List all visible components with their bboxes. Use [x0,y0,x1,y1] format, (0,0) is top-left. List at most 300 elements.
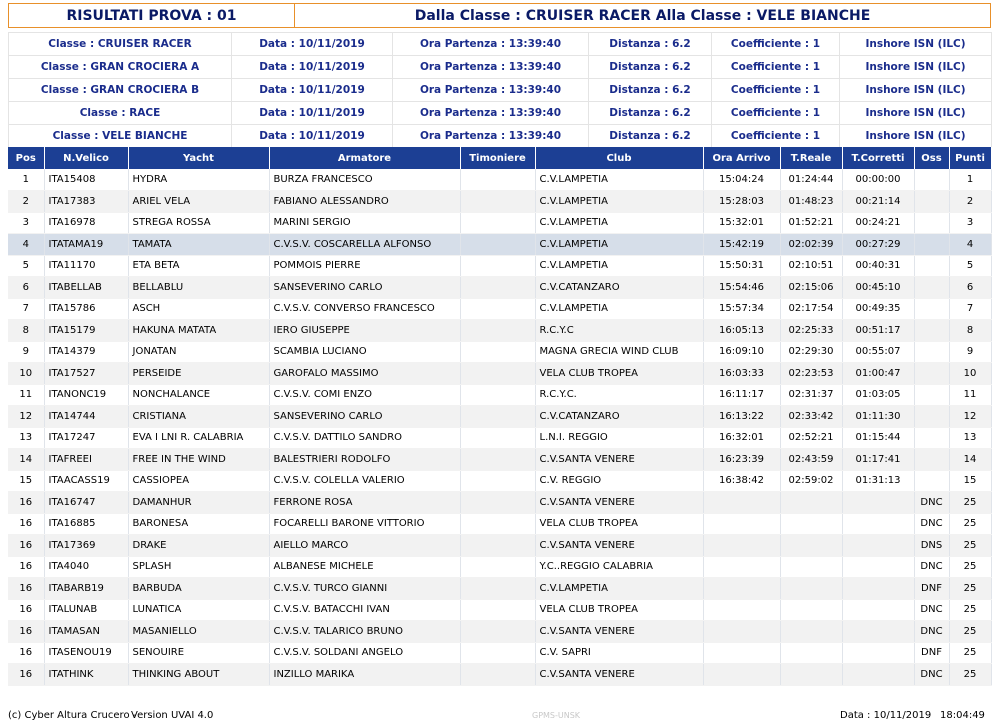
result-row [8,234,991,256]
result-cell: 25 [949,642,991,664]
result-cell: ITATHINK [44,664,128,686]
result-cell: AIELLO MARCO [269,535,460,557]
result-cell: 16:23:39 [703,449,780,471]
column-header: Punti [949,147,991,169]
result-cell: ITATAMA19 [44,234,128,256]
class-coefficient: Coefficiente : 1 [712,79,840,102]
result-cell [780,513,842,535]
result-cell: C.V.LAMPETIA [535,578,703,600]
result-cell: ITA15786 [44,298,128,320]
result-cell: THINKING ABOUT [128,664,269,686]
column-header: T.Reale [780,147,842,169]
result-cell: GAROFALO MASSIMO [269,363,460,385]
result-row [8,255,991,277]
result-cell: 16:13:22 [703,406,780,428]
result-cell: 01:00:47 [842,363,914,385]
class-start-time: Ora Partenza : 13:39:40 [393,33,589,56]
result-cell: 00:49:35 [842,298,914,320]
result-cell: 6 [8,277,44,299]
result-cell: 15 [949,470,991,492]
result-cell: DNC [914,621,949,643]
result-cell: 01:11:30 [842,406,914,428]
result-cell: TAMATA [128,234,269,256]
result-cell [842,621,914,643]
class-row [9,79,992,102]
class-info-table [8,32,992,148]
result-cell: 5 [949,255,991,277]
result-cell: 15:28:03 [703,191,780,213]
result-cell: 00:51:17 [842,320,914,342]
result-cell [914,449,949,471]
result-cell: CASSIOPEA [128,470,269,492]
result-cell: ITA16978 [44,212,128,234]
result-cell: 01:48:23 [780,191,842,213]
result-cell [460,191,535,213]
result-row [8,363,991,385]
result-cell: 16 [8,556,44,578]
result-cell: BALESTRIERI RODOLFO [269,449,460,471]
result-cell: ITA4040 [44,556,128,578]
result-cell: C.V.LAMPETIA [535,255,703,277]
result-cell [914,169,949,191]
result-cell [460,513,535,535]
result-cell: ITA15179 [44,320,128,342]
result-cell: ITAACASS19 [44,470,128,492]
result-cell: L.N.I. REGGIO [535,427,703,449]
result-cell: MASANIELLO [128,621,269,643]
result-cell [780,599,842,621]
result-cell: 10 [949,363,991,385]
result-cell: DNC [914,599,949,621]
class-distance: Distanza : 6.2 [589,79,712,102]
class-distance: Distanza : 6.2 [589,125,712,148]
result-cell: ITAMASAN [44,621,128,643]
class-row [9,125,992,148]
result-cell: VELA CLUB TROPEA [535,363,703,385]
result-cell: FREE IN THE WIND [128,449,269,471]
class-rating: Inshore ISN (ILC) [840,79,992,102]
result-cell [703,599,780,621]
result-cell: 25 [949,621,991,643]
class-date: Data : 10/11/2019 [232,79,393,102]
result-cell: 2 [949,191,991,213]
result-cell: ITASENOU19 [44,642,128,664]
class-name: Classe : GRAN CROCIERA A [9,56,232,79]
result-cell: 1 [8,169,44,191]
result-cell: 15:50:31 [703,255,780,277]
result-cell: 9 [8,341,44,363]
result-cell: 25 [949,513,991,535]
footer-credits: (c) Cyber Altura Crucero - [8,710,137,721]
result-cell [460,406,535,428]
result-row [8,427,991,449]
result-cell [460,535,535,557]
result-cell: C.V.S.V. CONVERSO FRANCESCO [269,298,460,320]
result-cell: 02:33:42 [780,406,842,428]
result-cell [460,621,535,643]
class-date: Data : 10/11/2019 [232,56,393,79]
result-cell: C.V.S.V. COSCARELLA ALFONSO [269,234,460,256]
class-rating: Inshore ISN (ILC) [840,33,992,56]
result-cell: DNS [914,535,949,557]
result-cell: 8 [949,320,991,342]
result-cell: 7 [949,298,991,320]
result-cell: ITA17383 [44,191,128,213]
column-header: Club [535,147,703,169]
result-cell: 01:17:41 [842,449,914,471]
result-cell: 16 [8,578,44,600]
result-cell: ASCH [128,298,269,320]
result-row [8,556,991,578]
result-cell [703,556,780,578]
result-cell: 02:15:06 [780,277,842,299]
result-cell: C.V.S.V. DATTILO SANDRO [269,427,460,449]
result-cell [780,664,842,686]
result-cell: C.V.LAMPETIA [535,212,703,234]
result-cell [460,234,535,256]
result-cell [703,535,780,557]
result-cell: 15:54:46 [703,277,780,299]
result-cell: FABIANO ALESSANDRO [269,191,460,213]
result-row [8,470,991,492]
result-cell [842,642,914,664]
result-cell: 16 [8,492,44,514]
result-cell [460,298,535,320]
result-cell: DNC [914,664,949,686]
result-cell: 16 [8,535,44,557]
result-cell: 15 [8,470,44,492]
result-cell [914,234,949,256]
class-start-time: Ora Partenza : 13:39:40 [393,79,589,102]
result-cell: INZILLO MARIKA [269,664,460,686]
column-header: Yacht [128,147,269,169]
result-cell: 25 [949,578,991,600]
result-cell: LUNATICA [128,599,269,621]
column-header: Oss [914,147,949,169]
result-cell [460,470,535,492]
result-cell: 13 [8,427,44,449]
class-coefficient: Coefficiente : 1 [712,56,840,79]
class-rating: Inshore ISN (ILC) [840,56,992,79]
result-cell: 16:03:33 [703,363,780,385]
result-row [8,664,991,686]
result-cell [460,664,535,686]
result-cell: C.V.S.V. TALARICO BRUNO [269,621,460,643]
result-cell [460,384,535,406]
result-cell: 11 [949,384,991,406]
result-cell: NONCHALANCE [128,384,269,406]
result-cell: C.V.LAMPETIA [535,298,703,320]
result-cell [842,535,914,557]
result-cell: ITA17527 [44,363,128,385]
result-cell: ITABARB19 [44,578,128,600]
result-row [8,642,991,664]
result-cell: 14 [8,449,44,471]
result-row [8,535,991,557]
result-cell: C.V. SAPRI [535,642,703,664]
result-cell: STREGA ROSSA [128,212,269,234]
result-cell: DAMANHUR [128,492,269,514]
result-cell: 6 [949,277,991,299]
result-cell [914,277,949,299]
result-cell [703,492,780,514]
result-cell: 9 [949,341,991,363]
result-cell [780,556,842,578]
result-cell: ITA15408 [44,169,128,191]
result-cell: Y.C..REGGIO CALABRIA [535,556,703,578]
result-cell: MARINI SERGIO [269,212,460,234]
result-cell: HAKUNA MATATA [128,320,269,342]
result-cell: R.C.Y.C [535,320,703,342]
class-range-title: Dalla Classe : CRUISER RACER Alla Classe : VELE BIANCHE [414,7,871,24]
class-distance: Distanza : 6.2 [589,56,712,79]
result-cell [914,341,949,363]
result-cell: 16 [8,599,44,621]
result-cell: 8 [8,320,44,342]
result-cell: C.V.S.V. COMI ENZO [269,384,460,406]
column-header: Ora Arrivo [703,147,780,169]
result-cell: C.V. REGGIO [535,470,703,492]
result-cell: 00:55:07 [842,341,914,363]
column-header: N.Velico [44,147,128,169]
result-cell: 02:10:51 [780,255,842,277]
result-cell: 02:17:54 [780,298,842,320]
result-cell: 2 [8,191,44,213]
result-cell [703,513,780,535]
result-cell: 00:45:10 [842,277,914,299]
result-cell [842,599,914,621]
result-cell: 02:23:53 [780,363,842,385]
result-cell: 16:05:13 [703,320,780,342]
result-cell: FOCARELLI BARONE VITTORIO [269,513,460,535]
result-cell [780,621,842,643]
result-cell [460,642,535,664]
result-cell: SCAMBIA LUCIANO [269,341,460,363]
result-cell [914,212,949,234]
result-cell: 4 [8,234,44,256]
result-cell [914,191,949,213]
result-cell [914,384,949,406]
result-cell: 12 [8,406,44,428]
result-cell [914,406,949,428]
result-cell: 16:32:01 [703,427,780,449]
result-cell: ETA BETA [128,255,269,277]
result-cell: SANSEVERINO CARLO [269,406,460,428]
class-name: Classe : RACE [9,102,232,125]
result-cell: 25 [949,556,991,578]
result-row [8,384,991,406]
result-cell: ITA14379 [44,341,128,363]
result-cell: 5 [8,255,44,277]
result-cell: 1 [949,169,991,191]
footer-time: 18:04:49 [940,710,985,721]
result-cell: C.V.CATANZARO [535,277,703,299]
result-cell [460,341,535,363]
result-row [8,449,991,471]
result-cell: 15:04:24 [703,169,780,191]
class-date: Data : 10/11/2019 [232,125,393,148]
result-cell: C.V.LAMPETIA [535,169,703,191]
class-row [9,56,992,79]
result-cell: C.V.SANTA VENERE [535,492,703,514]
class-coefficient: Coefficiente : 1 [712,33,840,56]
result-cell: ALBANESE MICHELE [269,556,460,578]
result-cell [460,556,535,578]
result-cell: 02:43:59 [780,449,842,471]
class-date: Data : 10/11/2019 [232,33,393,56]
result-cell [703,642,780,664]
result-cell: BARBUDA [128,578,269,600]
result-cell: IERO GIUSEPPE [269,320,460,342]
result-row [8,277,991,299]
result-cell: C.V.S.V. COLELLA VALERIO [269,470,460,492]
result-cell [460,492,535,514]
result-cell: 01:52:21 [780,212,842,234]
result-cell: 10 [8,363,44,385]
result-cell: DNF [914,642,949,664]
result-cell: 25 [949,535,991,557]
result-cell: 25 [949,599,991,621]
result-cell: 16 [8,621,44,643]
result-cell: VELA CLUB TROPEA [535,513,703,535]
result-cell: JONATAN [128,341,269,363]
result-cell: ITA11170 [44,255,128,277]
result-cell: 15:32:01 [703,212,780,234]
result-cell [460,277,535,299]
result-cell [780,642,842,664]
result-cell: 00:00:00 [842,169,914,191]
result-cell: 02:31:37 [780,384,842,406]
result-cell: 16 [8,513,44,535]
result-row [8,578,991,600]
result-cell [703,621,780,643]
results-header [8,3,991,28]
result-cell: VELA CLUB TROPEA [535,599,703,621]
result-cell: C.V.SANTA VENERE [535,449,703,471]
result-cell: C.V.SANTA VENERE [535,535,703,557]
result-cell: C.V.SANTA VENERE [535,664,703,686]
footer [8,708,991,724]
result-cell: SANSEVERINO CARLO [269,277,460,299]
result-cell: 14 [949,449,991,471]
result-cell: 15:57:34 [703,298,780,320]
class-rating: Inshore ISN (ILC) [840,102,992,125]
result-cell: C.V.SANTA VENERE [535,621,703,643]
class-name: Classe : GRAN CROCIERA B [9,79,232,102]
result-cell: 16:38:42 [703,470,780,492]
result-cell: 12 [949,406,991,428]
result-cell: 11 [8,384,44,406]
result-cell [460,255,535,277]
result-cell: PERSEIDE [128,363,269,385]
result-cell: 00:24:21 [842,212,914,234]
result-cell: 15:42:19 [703,234,780,256]
result-cell: 00:40:31 [842,255,914,277]
result-row [8,191,991,213]
result-cell: ARIEL VELA [128,191,269,213]
class-start-time: Ora Partenza : 13:39:40 [393,102,589,125]
result-cell [780,578,842,600]
result-cell [914,255,949,277]
result-cell [460,427,535,449]
result-cell [842,664,914,686]
result-cell [780,535,842,557]
result-cell [460,578,535,600]
result-cell: 02:52:21 [780,427,842,449]
result-cell: C.V.CATANZARO [535,406,703,428]
result-cell: ITAFREEI [44,449,128,471]
result-cell: C.V.S.V. TURCO GIANNI [269,578,460,600]
results-title: RISULTATI PROVA : 01 [9,4,295,27]
result-cell: SPLASH [128,556,269,578]
result-cell: ITA17369 [44,535,128,557]
result-cell [460,363,535,385]
result-cell: ITA16885 [44,513,128,535]
result-cell [914,320,949,342]
result-cell [460,169,535,191]
result-cell: 01:24:44 [780,169,842,191]
result-row [8,492,991,514]
result-cell: DNC [914,556,949,578]
result-cell: 16:09:10 [703,341,780,363]
result-cell: ITABELLAB [44,277,128,299]
result-cell: 25 [949,492,991,514]
results-table [8,147,992,686]
result-cell: 02:29:30 [780,341,842,363]
result-row [8,513,991,535]
result-cell: BELLABLU [128,277,269,299]
result-cell [914,470,949,492]
result-cell [460,212,535,234]
result-cell: 00:21:14 [842,191,914,213]
result-cell: ITA14744 [44,406,128,428]
result-cell: 02:59:02 [780,470,842,492]
class-coefficient: Coefficiente : 1 [712,125,840,148]
result-cell: MAGNA GRECIA WIND CLUB [535,341,703,363]
result-cell: 02:25:33 [780,320,842,342]
result-cell: 16 [8,664,44,686]
class-row [9,102,992,125]
result-cell: 01:03:05 [842,384,914,406]
result-cell: R.C.Y.C. [535,384,703,406]
result-cell: CRISTIANA [128,406,269,428]
result-cell: DRAKE [128,535,269,557]
class-name: Classe : VELE BIANCHE [9,125,232,148]
result-row [8,298,991,320]
result-cell [703,664,780,686]
result-cell: BURZA FRANCESCO [269,169,460,191]
result-cell: 01:15:44 [842,427,914,449]
column-header: Pos [8,147,44,169]
result-cell: 16 [8,642,44,664]
result-cell [914,298,949,320]
result-cell: DNC [914,492,949,514]
result-cell: SENOUIRE [128,642,269,664]
class-coefficient: Coefficiente : 1 [712,102,840,125]
footer-version: Version UVAI 4.0 [131,710,214,721]
class-start-time: Ora Partenza : 13:39:40 [393,125,589,148]
class-row [9,33,992,56]
result-cell: DNC [914,513,949,535]
result-cell: ITA17247 [44,427,128,449]
result-cell: 16:11:17 [703,384,780,406]
result-cell: 3 [8,212,44,234]
result-cell [780,492,842,514]
class-start-time: Ora Partenza : 13:39:40 [393,56,589,79]
result-cell: EVA I LNI R. CALABRIA [128,427,269,449]
result-cell: 3 [949,212,991,234]
result-cell: BARONESA [128,513,269,535]
